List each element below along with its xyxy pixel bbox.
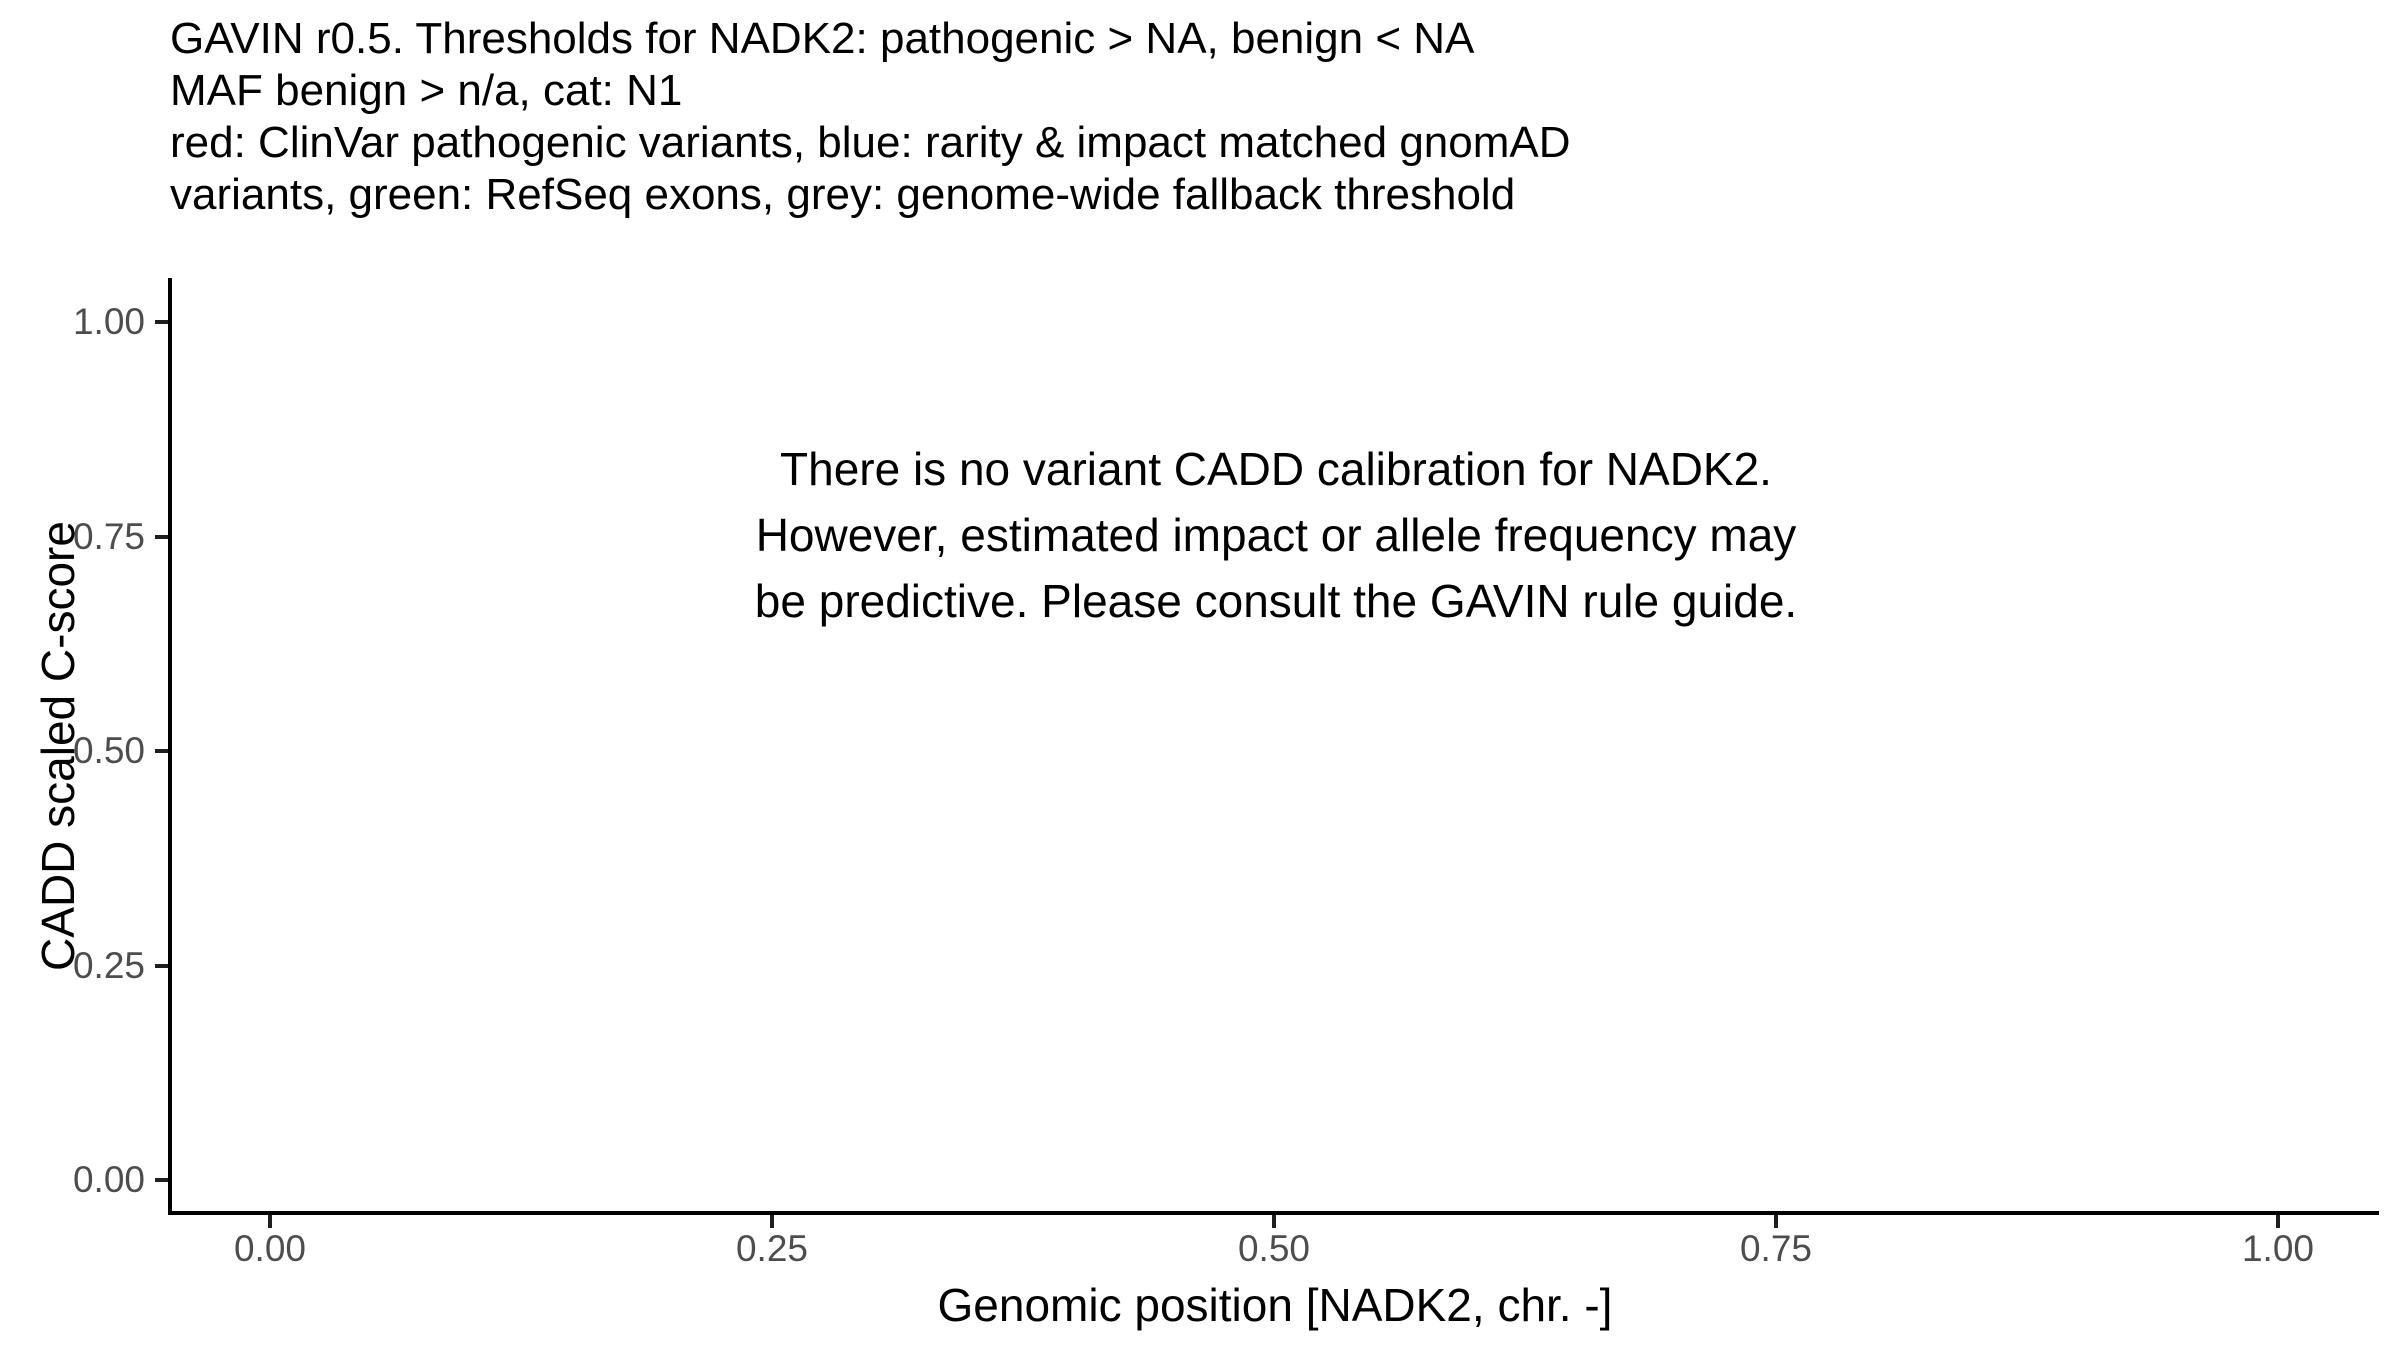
- x-tick-label: 0.25: [735, 1228, 808, 1269]
- y-tick-label: 1.00: [72, 301, 145, 342]
- y-tick-mark: [155, 749, 168, 753]
- x-tick-mark: [1774, 1215, 1778, 1228]
- title-line-1: GAVIN r0.5. Thresholds for NADK2: pathogenic > NA, benign < NA: [170, 14, 1475, 63]
- x-tick-mark: [268, 1215, 272, 1228]
- title-line-4: variants, green: RefSeq exons, grey: genome-wide fallback threshold: [170, 170, 1516, 219]
- x-tick-mark: [770, 1215, 774, 1228]
- annotation-line-2: However, estimated impact or allele frequency may: [755, 509, 1797, 561]
- y-tick-label: 0.75: [72, 516, 145, 557]
- y-tick-mark: [155, 1178, 168, 1182]
- x-tick-label: 0.50: [1237, 1228, 1310, 1269]
- y-tick-label: 0.25: [72, 945, 145, 986]
- annotation-text: [576, 436, 1976, 634]
- x-tick-label: 0.75: [1739, 1228, 1812, 1269]
- annotation-line-1: There is no variant CADD calibration for NADK2.: [780, 443, 1772, 495]
- y-tick-mark: [155, 964, 168, 968]
- y-tick-mark: [155, 320, 168, 324]
- plot-panel: [172, 278, 2378, 1211]
- y-tick-label: 0.50: [72, 730, 145, 771]
- y-tick-mark: [155, 535, 168, 539]
- annotation-line-3: be predictive. Please consult the GAVIN rule guide.: [754, 575, 1798, 627]
- x-tick-mark: [2276, 1215, 2280, 1228]
- y-axis-line: [168, 278, 172, 1215]
- x-tick-label: 1.00: [2241, 1228, 2314, 1269]
- y-tick-label: 0.00: [72, 1159, 145, 1200]
- y-axis-title: CADD scaled C-score: [32, 521, 84, 971]
- x-tick-label: 0.00: [233, 1228, 306, 1269]
- title-line-2: MAF benign > n/a, cat: N1: [170, 66, 683, 115]
- x-tick-mark: [1272, 1215, 1276, 1228]
- plot-title: [170, 13, 1571, 221]
- x-axis-title: Genomic position [NADK2, chr. -]: [937, 1279, 1613, 1331]
- title-line-3: red: ClinVar pathogenic variants, blue: rarity & impact matched gnomAD: [170, 118, 1571, 167]
